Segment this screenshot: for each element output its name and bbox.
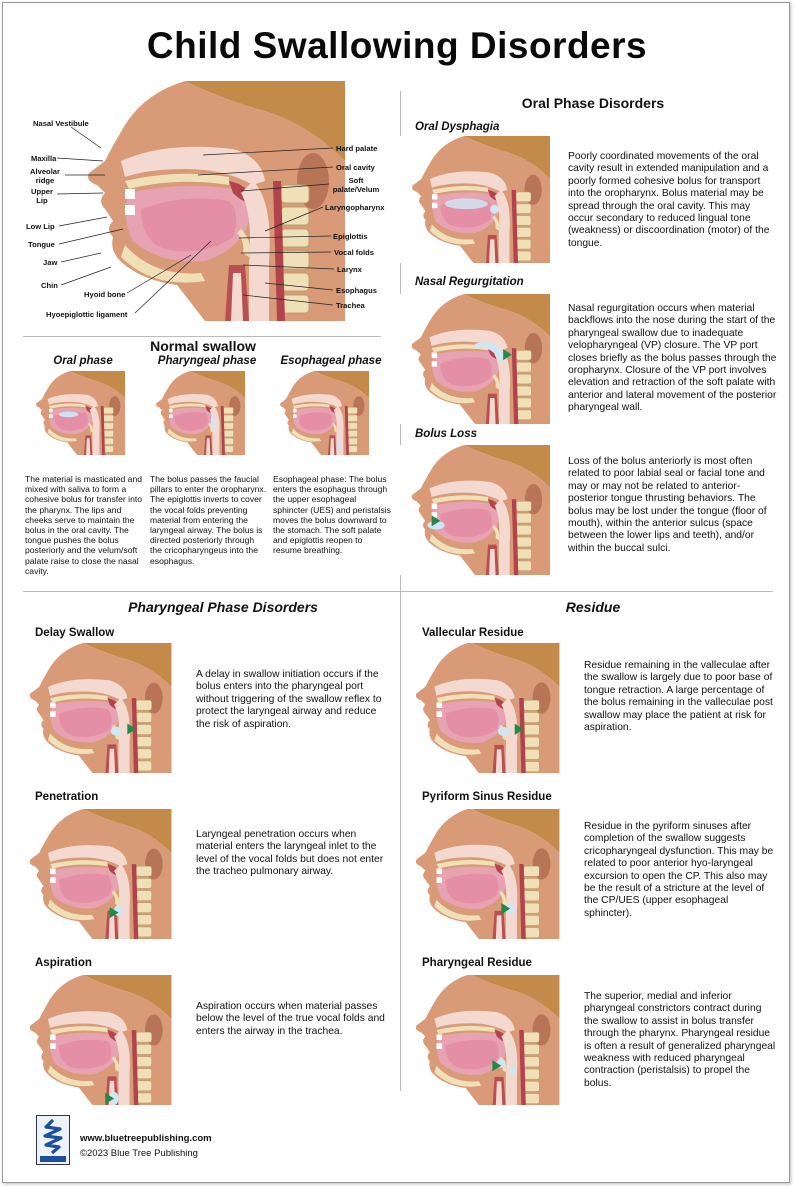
oral-phase-text: The material is masticated and mixed with saliva to form a cohesive bolus for transfer into the pharynx. The lips and cheeks serve to maintain the bolus in the oral cavity. The tongue pushes the bolus posteriorly and the velum/soft palate raise to close the nasal cavity.: [25, 474, 143, 576]
esophageal-phase-image: [273, 371, 369, 469]
oral-phase-disorders-title: Oral Phase Disorders: [521, 95, 665, 111]
label-upper-lip: Upper Lip: [31, 187, 53, 205]
aspiration-image: [17, 975, 177, 1105]
label-soft-palate: Soft palate/Velum: [332, 176, 380, 194]
swallow-illustration: [403, 643, 565, 773]
label-jaw: Jaw: [43, 258, 58, 267]
label-laryngopharynx: Laryngopharynx: [325, 203, 385, 212]
swallow-illustration: [403, 809, 565, 939]
label-oral-cavity: Oral cavity: [336, 163, 375, 172]
bolus-loss-image: [400, 445, 550, 575]
pharyngeal-phase-text: The bolus passes the faucial pillars to enter the oropharynx. The epiglottis inverts to cover the vocal folds preventing material from entering the laryngeal airway. The bolus is directed posteriorly through the cricopharyngeus into the esophagus.: [150, 474, 267, 566]
swallow-illustration: [400, 294, 550, 424]
pharyngeal-residue-text: The superior, medial and inferior pharyngeal constrictors contract during the swallow to assist in bolus transfer through the pharynx. Pharyngeal residue is often a result of generalized pharyngeal weakness with reduced pharyngeal contraction (peristalsis) to propel the bolus.: [584, 991, 776, 1089]
label-chin: Chin: [41, 281, 58, 290]
penetration-image: [17, 809, 177, 939]
label-alveolar-ridge: Alveolar ridge: [30, 167, 60, 185]
website-link[interactable]: www.bluetreepublishing.com: [80, 1133, 212, 1144]
label-nasal-vestibule: Nasal Vestibule: [33, 119, 89, 128]
oral-dysphagia-title: Oral Dysphagia: [415, 121, 500, 133]
penetration-text: Laryngeal penetration occurs when material enters the laryngeal inlet to the level of the vocal folds but does not enter the tracheo pulmonary airway.: [196, 829, 384, 878]
esophageal-phase-title: Esophageal phase: [280, 355, 382, 367]
label-larynx: Larynx: [337, 265, 362, 274]
label-esophagus: Esophagus: [336, 286, 377, 295]
vallecular-residue-text: Residue remaining in the valleculae after the swallow is largely due to poor base of tongue retraction. A large percentage of the bolus remaining in the valleculae post swallow may place the patient at risk for aspiration.: [584, 660, 773, 734]
penetration-title: Penetration: [35, 791, 99, 803]
bolus-loss-text: Loss of the bolus anteriorly is most often related to poor labial seal or facial tone and may or may not be related to anterior-posterior tongue thrusting behaviors. The bolus may be lost under the tongue (floor of mouth), within the anterior sulcus (space between the lower lips and teeth), and/or within the buccal sulci.: [568, 456, 767, 554]
label-hyoepiglottic-ligament: Hyoepiglottic ligament: [46, 310, 128, 319]
label-vocal-folds: Vocal folds: [334, 248, 374, 257]
label-maxilla: Maxilla: [31, 154, 57, 163]
delay-swallow-image: [17, 643, 177, 773]
divider-anatomy: [23, 336, 381, 337]
oral-dysphagia-text: Poorly coordinated movements of the oral cavity result in extended manipulation and a poorly formed cohesive bolus for transport into the oropharynx. Bolus material may be spread through the oral cavity. This may occur secondary to reduced lingual tone (weakness) or discoordination (motor) of the tongue.: [568, 151, 770, 249]
residue-title: Residue: [565, 599, 621, 615]
label-epiglottis: Epiglottis: [333, 232, 368, 241]
pharyngeal-phase-image: [149, 371, 245, 469]
swallow-illustration: [17, 643, 177, 773]
swallow-illustration: [149, 371, 245, 469]
pyriform-residue-title: Pyriform Sinus Residue: [422, 791, 552, 803]
label-hyoid-bone: Hyoid bone: [84, 290, 126, 299]
label-hard-palate: Hard palate: [336, 144, 378, 153]
swallow-illustration: [29, 371, 125, 469]
swallow-illustration: [17, 975, 177, 1105]
label-trachea: Trachea: [336, 301, 365, 310]
swallow-illustration: [400, 136, 550, 263]
swallow-illustration: [273, 371, 369, 469]
vallecular-residue-image: [403, 643, 565, 773]
divider-middle: [23, 591, 773, 592]
swallow-illustration: [17, 809, 177, 939]
nasal-regurgitation-text: Nasal regurgitation occurs when material backflows into the nose during the start of the pharyngeal swallow due to inadequate velopharyngeal (VP) closure. The VP port closes briefly as the bolus passes through the oropharynx. Closure of the VP port involves elevation and retraction of the soft palate with anterior and lateral movement of the posterior pharyngeal wall.: [568, 303, 777, 414]
normal-swallow-title: Normal swallow: [150, 338, 256, 354]
label-low-lip: Low Lip: [26, 222, 55, 231]
delay-swallow-text: A delay in swallow initiation occurs if the bolus enters into the pharyngeal port without triggering of the swallow reflex to protect the laryngeal airway and reduce the risk of aspiration.: [196, 669, 382, 730]
bolus-loss-title: Bolus Loss: [415, 428, 477, 440]
nasal-regurgitation-image: [400, 294, 550, 424]
swallow-illustration: [403, 975, 565, 1105]
oral-phase-title: Oral phase: [53, 355, 113, 367]
oral-dysphagia-image: [400, 136, 550, 263]
pyriform-residue-text: Residue in the pyriform sinuses after completion of the swallow suggests cricopharyngeal dysfunction. This may be related to poor anterior hyo-laryngeal excursion to open the CP. This also may be the result of a stricture at the level of the CP/UES (upper esophageal sphincter).: [584, 821, 774, 919]
copyright: ©2023 Blue Tree Publishing: [80, 1148, 198, 1159]
aspiration-text: Aspiration occurs when material passes below the level of the true vocal folds and enters the airway in the trachea.: [196, 1001, 385, 1037]
publisher-logo: [36, 1115, 70, 1165]
oral-phase-image: [29, 371, 125, 469]
pharyngeal-phase-title: Pharyngeal phase: [157, 355, 257, 367]
delay-swallow-title: Delay Swallow: [35, 627, 115, 639]
aspiration-title: Aspiration: [35, 957, 92, 969]
pharyngeal-phase-disorders-title: Pharyngeal Phase Disorders: [128, 599, 318, 615]
pyriform-residue-image: [403, 809, 565, 939]
nasal-regurgitation-title: Nasal Regurgitation: [415, 276, 524, 288]
poster: [2, 2, 790, 1183]
vallecular-residue-title: Vallecular Residue: [422, 627, 524, 639]
esophageal-phase-text: Esophageal phase: The bolus enters the esophagus through the upper esophageal sphincter (UES) and peristalsis moves the bolus downward to the stomach. The soft palate and epiglottis reopen to resume breathing.: [273, 474, 391, 556]
pharyngeal-residue-image: [403, 975, 565, 1105]
tree-logo-icon: [37, 1116, 69, 1164]
pharyngeal-residue-title: Pharyngeal Residue: [422, 957, 532, 969]
swallow-illustration: [400, 445, 550, 575]
label-tongue: Tongue: [28, 240, 55, 249]
page-title: Child Swallowing Disorders: [146, 25, 648, 66]
